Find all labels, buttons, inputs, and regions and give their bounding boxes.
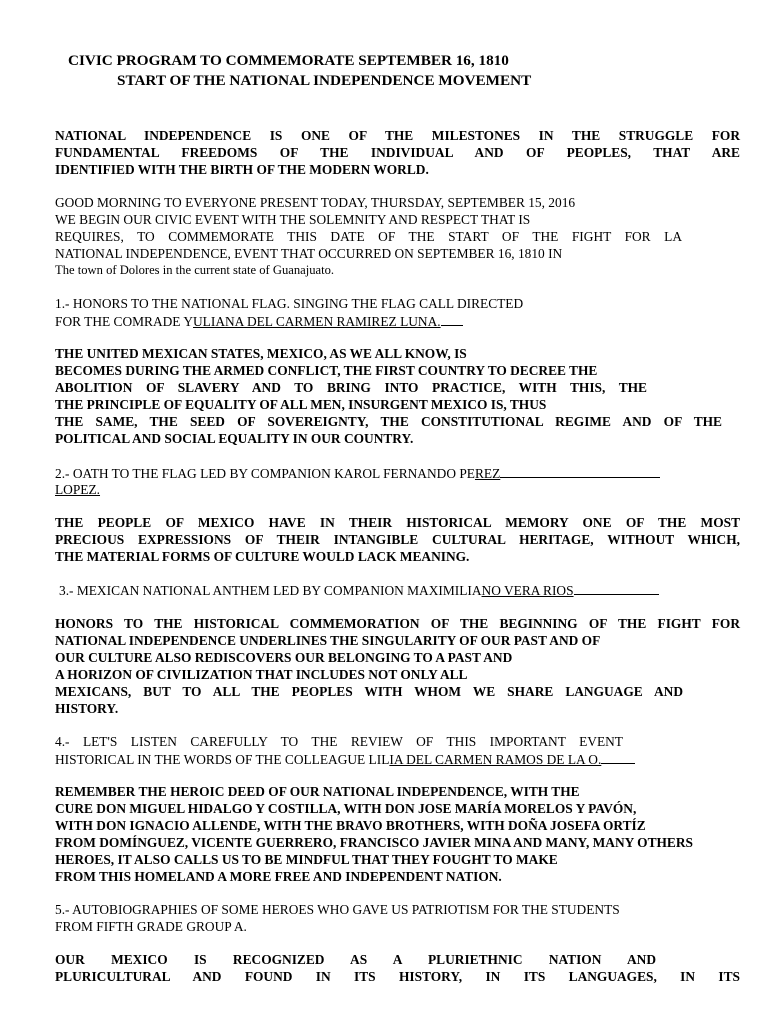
performer-name-cont: LOPEZ. [55, 482, 101, 497]
blank-underline [601, 750, 635, 764]
paragraph-line: WITH DON IGNACIO ALLENDE, WITH THE BRAVO BROTHERS, WITH DOÑA JOSEFA ORTÍZ [55, 818, 646, 833]
program-item-3 [59, 581, 744, 598]
intro-line: IDENTIFIED WITH THE BIRTH OF THE MODERN WORLD. [55, 162, 429, 177]
program-item-4: 4.- LET'S LISTEN CAREFULLY TO THE REVIEW OF THIS IMPORTANT EVENT [55, 734, 623, 749]
paragraph-line: REMEMBER THE HEROIC DEED OF OUR NATIONAL INDEPENDENCE, WITH THE [55, 784, 580, 799]
performer-name: NO VERA RIOS [481, 583, 574, 598]
performer-name: ULIANA DEL CARMEN RAMIREZ LUNA. [193, 314, 441, 329]
paragraph-line: BECOMES DURING THE ARMED CONFLICT, THE FIRST COUNTRY TO DECREE THE [55, 363, 598, 378]
program-item-2 [55, 464, 740, 481]
paragraph-line: ABOLITION OF SLAVERY AND TO BRING INTO PRACTICE, WITH THIS, THE [55, 380, 647, 395]
title-line-1: CIVIC PROGRAM TO COMMEMORATE SEPTEMBER 16, 1810 [68, 52, 509, 69]
item-prefix: 3.- MEXICAN NATIONAL ANTHEM LED BY COMPANION MAXIMILIA [59, 583, 482, 598]
greeting-line: NATIONAL INDEPENDENCE, EVENT THAT OCCURRED ON SEPTEMBER 16, 1810 IN [55, 246, 563, 261]
paragraph-line: POLITICAL AND SOCIAL EQUALITY IN OUR COUNTRY. [55, 431, 414, 446]
paragraph-line: THE SAME, THE SEED OF SOVEREIGNTY, THE CONSTITUTIONAL REGIME AND OF THE [55, 414, 722, 429]
paragraph-line: FROM DOMÍNGUEZ, VICENTE GUERRERO, FRANCISCO JAVIER MINA AND MANY, MANY OTHERS [55, 835, 693, 850]
paragraph-line: PRECIOUS EXPRESSIONS OF THEIR INTANGIBLE CULTURAL HERITAGE, WITHOUT WHICH, [55, 532, 740, 547]
paragraph-line: HONORS TO THE HISTORICAL COMMEMORATION OF THE BEGINNING OF THE FIGHT FOR [55, 616, 740, 631]
paragraph-line: OUR CULTURE ALSO REDISCOVERS OUR BELONGING TO A PAST AND [55, 650, 513, 665]
greeting-line: REQUIRES, TO COMMEMORATE THIS DATE OF THE START OF THE FIGHT FOR LA [55, 229, 682, 244]
program-item-4-performer [55, 750, 740, 767]
blank-underline [574, 581, 659, 595]
blank-underline [500, 464, 660, 478]
paragraph-line: MEXICANS, BUT TO ALL THE PEOPLES WITH WHOM WE SHARE LANGUAGE AND [55, 684, 683, 699]
program-item-5: FROM FIFTH GRADE GROUP A. [55, 919, 247, 934]
paragraph-line: THE UNITED MEXICAN STATES, MEXICO, AS WE ALL KNOW, IS [55, 346, 467, 361]
greeting-line: GOOD MORNING TO EVERYONE PRESENT TODAY, THURSDAY, SEPTEMBER 15, 2016 [55, 195, 576, 210]
title-line-2: START OF THE NATIONAL INDEPENDENCE MOVEMENT [117, 72, 532, 89]
paragraph-line: NATIONAL INDEPENDENCE UNDERLINES THE SINGULARITY OF OUR PAST AND OF [55, 633, 601, 648]
intro-line: FUNDAMENTAL FREEDOMS OF THE INDIVIDUAL AND OF PEOPLES, THAT ARE [55, 145, 740, 160]
paragraph-line: THE MATERIAL FORMS OF CULTURE WOULD LACK MEANING. [55, 549, 470, 564]
item-prefix: FOR THE COMRADE Y [55, 314, 194, 329]
item-prefix: 2.- OATH TO THE FLAG LED BY COMPANION KAROL FERNANDO PE [55, 466, 475, 481]
blank-underline [441, 312, 463, 326]
greeting-line: WE BEGIN OUR CIVIC EVENT WITH THE SOLEMNITY AND RESPECT THAT IS [55, 212, 531, 227]
program-item-1: 1.- HONORS TO THE NATIONAL FLAG. SINGING THE FLAG CALL DIRECTED [55, 296, 524, 311]
paragraph-line: A HORIZON OF CIVILIZATION THAT INCLUDES NOT ONLY ALL [55, 667, 468, 682]
item-prefix: HISTORICAL IN THE WORDS OF THE COLLEAGUE LIL [55, 752, 390, 767]
paragraph-line: OUR MEXICO IS RECOGNIZED AS A PLURIETHNIC NATION AND [55, 952, 656, 967]
paragraph-line: CURE DON MIGUEL HIDALGO Y COSTILLA, WITH DON JOSE MARÍA MORELOS Y PAVÓN, [55, 801, 637, 816]
paragraph-line: PLURICULTURAL AND FOUND IN ITS HISTORY, IN ITS LANGUAGES, IN ITS [55, 969, 740, 984]
program-item-5: 5.- AUTOBIOGRAPHIES OF SOME HEROES WHO GAVE US PATRIOTISM FOR THE STUDENTS [55, 902, 620, 917]
program-item-1-performer [55, 312, 740, 329]
paragraph-line: THE PEOPLE OF MEXICO HAVE IN THEIR HISTORICAL MEMORY ONE OF THE MOST [55, 515, 740, 530]
paragraph-line: FROM THIS HOMELAND A MORE FREE AND INDEPENDENT NATION. [55, 869, 502, 884]
greeting-line: The town of Dolores in the current state of Guanajuato. [55, 263, 335, 277]
performer-name: IA DEL CARMEN RAMOS DE LA O. [389, 752, 602, 767]
intro-line: NATIONAL INDEPENDENCE IS ONE OF THE MILESTONES IN THE STRUGGLE FOR [55, 128, 740, 143]
performer-name: REZ [474, 466, 501, 481]
paragraph-line: HEROES, IT ALSO CALLS US TO BE MINDFUL THAT THEY FOUGHT TO MAKE [55, 852, 558, 867]
paragraph-line: HISTORY. [55, 701, 119, 716]
paragraph-line: THE PRINCIPLE OF EQUALITY OF ALL MEN, INSURGENT MEXICO IS, THUS [55, 397, 547, 412]
